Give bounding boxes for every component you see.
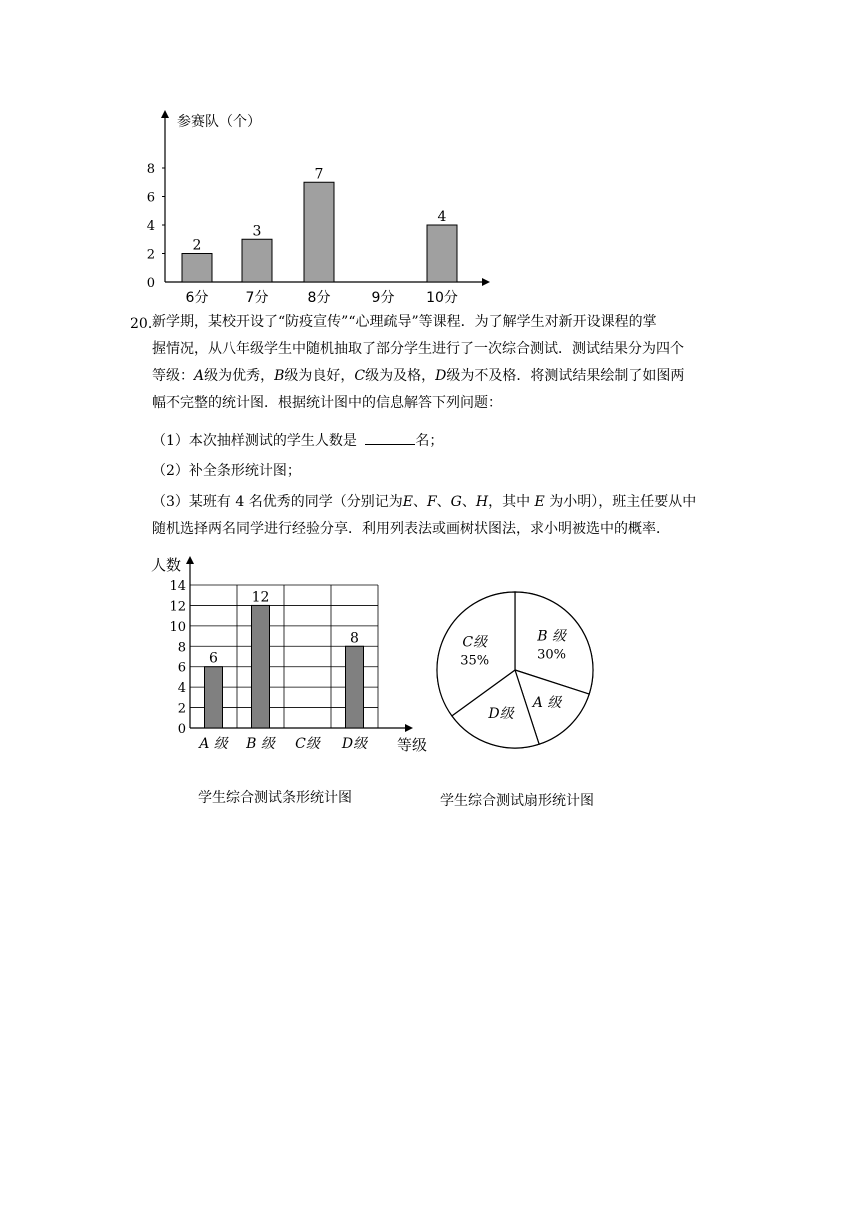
bar	[304, 182, 334, 282]
y-tick-label: 10	[169, 619, 186, 635]
pie-slice-label: C级	[462, 634, 488, 651]
x-tick-label: 8分	[307, 290, 331, 306]
x-axis-arrow	[482, 278, 490, 286]
y-tick-label: 6	[146, 190, 155, 206]
data-label: 8	[350, 630, 359, 647]
y-tick-label: 6	[177, 660, 186, 676]
pie-slice-label: B 级	[537, 628, 566, 645]
y-tick-label: 4	[177, 681, 186, 697]
y-tick-label: 0	[146, 276, 155, 291]
x-tick-label: 6分	[185, 290, 209, 306]
intro-line-1: 新学期，某校开设了“防疫宣传”“心理疏导”等课程．为了解学生对新开设课程的掌	[152, 314, 657, 330]
data-label: 4	[437, 209, 447, 225]
data-label: 3	[252, 223, 262, 240]
x-tick-label: B 级	[246, 736, 275, 752]
x-tick-label: D级	[341, 736, 368, 752]
question-intro	[152, 309, 742, 417]
y-tick-label: 2	[146, 247, 155, 263]
bar	[205, 667, 223, 728]
y-tick-label: 4	[146, 219, 155, 234]
y-tick-label: 8	[146, 162, 155, 177]
x-tick-label: 9分	[371, 290, 395, 306]
x-tick-label: C级	[295, 736, 320, 752]
y-tick-label: 2	[177, 701, 186, 717]
data-label: 12	[251, 589, 270, 606]
subquestion-1: （1）本次抽样测试的学生人数是 名；	[152, 430, 443, 451]
pie-slice-percent: 30%	[537, 647, 567, 663]
bar	[182, 254, 212, 283]
y-axis-arrow	[161, 110, 169, 118]
y-tick-label: 14	[169, 579, 186, 594]
chart-grades-plot	[151, 556, 427, 754]
y-tick-label: 8	[177, 640, 186, 656]
x-axis-arrow	[405, 724, 413, 732]
data-label: 6	[209, 650, 218, 667]
intro-line-3: 等级：A级为优秀，B级为良好，C级为及格，D级为不及格．将测试结果绘制了如图两	[152, 368, 685, 384]
y-axis-label: 人数	[151, 556, 182, 574]
y-axis-arrow	[186, 556, 194, 564]
y-axis-label: 参赛队（个）	[177, 114, 261, 130]
bar	[346, 646, 364, 728]
pie-slice-percent: 35%	[460, 653, 490, 669]
bar	[427, 225, 457, 282]
chart-grades-pie	[430, 585, 600, 755]
x-tick-label: A 级	[199, 736, 228, 752]
answer-blank[interactable]	[365, 430, 415, 445]
data-label: 2	[192, 237, 202, 254]
x-tick-label: 10分	[426, 290, 458, 306]
bar	[252, 605, 270, 728]
intro-line-4: 幅不完整的统计图．根据统计图中的信息解答下列问题：	[152, 395, 502, 411]
bar-chart-caption: 学生综合测试条形统计图	[198, 790, 352, 806]
bar	[242, 239, 272, 282]
pie-slice-label: A 级	[532, 694, 562, 711]
chart-grades-bar	[145, 548, 445, 763]
chart-grades-pie-plot	[437, 592, 593, 748]
chart-teams-bar	[140, 100, 510, 310]
y-tick-label: 0	[177, 722, 186, 737]
pie-chart-caption: 学生综合测试扇形统计图	[440, 793, 594, 809]
data-label: 7	[314, 166, 324, 183]
x-axis-label: 等级	[397, 736, 428, 754]
x-tick-label: 7分	[245, 290, 269, 306]
y-tick-label: 12	[169, 599, 186, 615]
intro-line-2: 握情况，从八年级学生中随机抽取了部分学生进行了一次综合测试．测试结果分为四个	[152, 341, 684, 357]
subquestion-3: （3）某班有 4 名优秀的同学（分别记为E、F、G、H，其中 E 为小明），班主任要从中 随机选择两名同学进行经验分享．利用列表法或画树状图法，求小明被选中的概率．	[152, 494, 697, 537]
pie-slice-label: D级	[488, 706, 514, 723]
question-number: 20．	[130, 316, 162, 332]
subquestion-2: （2）补全条形统计图；	[152, 463, 301, 479]
chart-teams-plot	[147, 110, 490, 306]
